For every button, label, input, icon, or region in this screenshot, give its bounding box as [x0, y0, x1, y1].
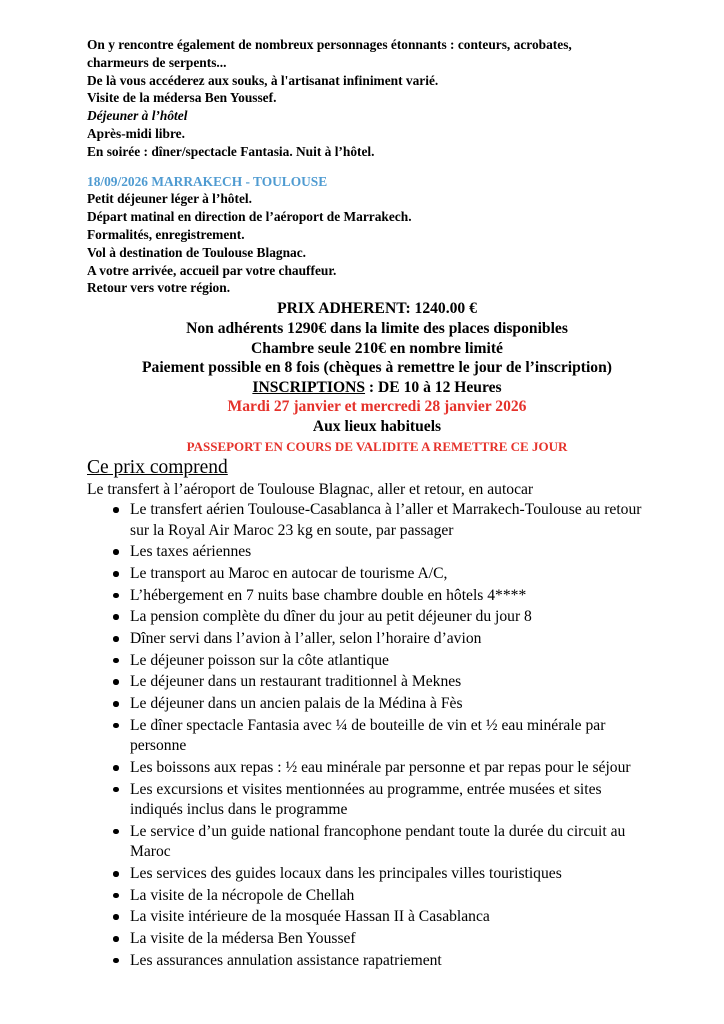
bullet-icon — [113, 765, 119, 771]
includes-item — [130, 716, 650, 757]
includes-item-text: Les excursions et visites mentionnées au programme, entrée musées et sites indiqués inclus dans le programme — [130, 780, 602, 819]
includes-lead: Le transfert à l’aéroport de Toulouse Blagnac, aller et retour, en autocar — [87, 481, 534, 499]
inscription-places: Aux lieux habituels — [312, 417, 442, 435]
afternoon-note: Après-midi libre. — [87, 125, 185, 141]
inscription-dates: Mardi 27 janvier et mercredi 28 janvier 2026 — [227, 398, 527, 416]
intro-line: Visite de la médersa Ben Youssef. — [87, 90, 277, 106]
day-line: Petit déjeuner léger à l’hôtel. — [87, 191, 252, 207]
includes-item — [130, 651, 650, 672]
bullet-icon — [113, 829, 119, 835]
document-page — [87, 36, 687, 973]
includes-item-text: La visite de la nécropole de Chellah — [130, 886, 355, 904]
includes-item-text: La pension complète du dîner du jour au petit déjeuner du jour 8 — [130, 608, 532, 626]
pricing-block — [87, 299, 667, 456]
includes-item — [130, 694, 650, 715]
bullet-icon — [113, 571, 119, 577]
day-line: Vol à destination de Toulouse Blagnac. — [87, 244, 307, 260]
intro-line: De là vous accéderez aux souks, à l'artisanat infiniment varié. — [87, 72, 439, 88]
includes-item-text: Le service d’un guide national francophone pendant toute la durée du circuit au Maroc — [130, 822, 626, 861]
includes-item — [130, 500, 650, 541]
bullet-icon — [113, 893, 119, 899]
inscriptions-label: INSCRIPTIONS — [252, 378, 366, 396]
bullet-icon — [113, 636, 119, 642]
includes-item-text: Dîner servi dans l’avion à l’aller, selon l’horaire d’avion — [130, 630, 482, 648]
bullet-icon — [113, 958, 119, 964]
bullet-icon — [113, 936, 119, 942]
includes-item — [130, 564, 650, 585]
includes-item-text: Les services des guides locaux dans les principales villes touristiques — [130, 865, 562, 883]
includes-item — [130, 758, 650, 779]
includes-item-text: Le déjeuner dans un restaurant traditionnel à Meknes — [130, 673, 462, 691]
includes-item-text: Le dîner spectacle Fantasia avec ¼ de bouteille de vin et ½ eau minérale par personne — [130, 716, 606, 755]
includes-item — [130, 886, 650, 907]
bullet-icon — [113, 507, 119, 513]
includes-item-text: Le transfert aérien Toulouse-Casablanca à l’aller et Marrakech-Toulouse au retour sur la Royal Air Maroc 23 kg en soute, par passager — [130, 501, 642, 539]
price-non-adherent: Non adhérents 1290€ dans la limite des places disponibles — [186, 320, 568, 338]
includes-item — [130, 542, 650, 563]
evening-note: En soirée : dîner/spectacle Fantasia. Nuit à l’hôtel. — [87, 143, 375, 159]
bullet-icon — [113, 701, 119, 707]
bullet-icon — [113, 614, 119, 620]
bullet-icon — [113, 549, 119, 555]
bullet-icon — [113, 593, 119, 599]
includes-item — [130, 780, 650, 821]
includes-item-text: L’hébergement en 7 nuits base chambre double en hôtels 4**** — [130, 586, 527, 604]
includes-item-text: Les assurances annulation assistance rapatriement — [130, 951, 442, 969]
includes-item — [130, 672, 650, 693]
passport-notice: PASSEPORT EN COURS DE VALIDITE A REMETTRE CE JOUR — [186, 439, 568, 455]
bullet-icon — [113, 679, 119, 685]
day-line: Départ matinal en direction de l’aéroport de Marrakech. — [87, 209, 412, 225]
includes-item — [130, 629, 650, 650]
includes-item — [130, 951, 650, 972]
lunch-note: Déjeuner à l’hôtel — [87, 108, 188, 124]
intro-line: charmeurs de serpents... — [87, 54, 227, 70]
price-single-room: Chambre seule 210€ en nombre limité — [251, 339, 503, 357]
includes-item — [130, 929, 650, 950]
includes-item-text: Le transport au Maroc en autocar de tourisme A/C, — [130, 565, 448, 583]
bullet-icon — [113, 914, 119, 920]
payment-terms: Paiement possible en 8 fois (chèques à remettre le jour de l’inscription) — [142, 359, 612, 377]
intro-line: On y rencontre également de nombreux personnages étonnants : conteurs, acrobates, — [87, 37, 572, 52]
day-title: 18/09/2026 MARRAKECH - TOULOUSE — [87, 173, 328, 189]
includes-list — [87, 500, 687, 971]
bullet-icon — [113, 723, 119, 729]
includes-item — [130, 607, 650, 628]
includes-item-text: Le déjeuner dans un ancien palais de la Médina à Fès — [130, 695, 463, 713]
includes-item-text: Le déjeuner poisson sur la côte atlantique — [130, 651, 389, 669]
bullet-icon — [113, 787, 119, 793]
day-line: Formalités, enregistrement. — [87, 226, 245, 242]
includes-item-text: Les boissons aux repas : ½ eau minérale par personne et par repas pour le séjour — [130, 759, 631, 777]
includes-item-text: La visite de la médersa Ben Youssef — [130, 930, 356, 948]
includes-title: Ce prix comprend — [87, 457, 228, 479]
bullet-icon — [113, 658, 119, 664]
includes-item-text: La visite intérieure de la mosquée Hassan II à Casablanca — [130, 908, 490, 926]
day-line: A votre arrivée, accueil par votre chauffeur. — [87, 262, 337, 278]
day-line: Retour vers votre région. — [87, 280, 231, 296]
inscriptions-line — [87, 378, 667, 398]
bullet-icon — [113, 871, 119, 877]
includes-item — [130, 864, 650, 885]
includes-item — [130, 907, 650, 928]
intro-paragraph — [87, 36, 687, 161]
day-section — [87, 173, 687, 298]
includes-item — [130, 822, 650, 863]
price-adherent: PRIX ADHERENT: 1240.00 € — [277, 300, 477, 318]
includes-item-text: Les taxes aériennes — [130, 543, 252, 561]
inscriptions-hours: : DE 10 à 12 Heures — [365, 378, 502, 396]
includes-item — [130, 586, 650, 607]
